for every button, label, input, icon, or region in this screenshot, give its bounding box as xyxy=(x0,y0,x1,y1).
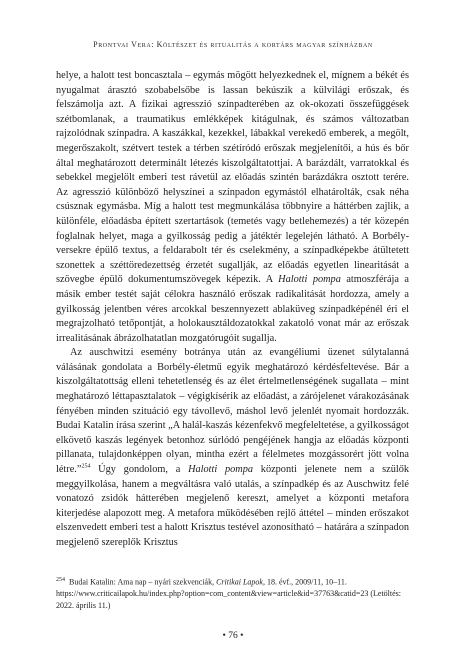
footnote-journal-title: Critikai Lapok xyxy=(216,577,263,587)
text-run: Az auschwitzi esemény botránya után az evangéliumi üzenet súlytalanná válásának gondolata a Borbély-életmű egyik meghatározó kérdésfeltevése. Bár a kiszolgáltatottság elleni tehetetlenség és az élet értelmetlenségének sugallata – mint meghatározó léttapasztalatok – végigkísérik az előadást, a zárójelenet várakozásának fényében minden szituáció egy távollevő, máshol levő jelenlét nyomait hordozzák. Budai Katalin írása szerint „A halál-kaszás kézenfekvő megfeleltetése, a gyilkosságot elkövető kaszás legények betonhoz súrlódó pengéjének hangja az előadás központi pillanata, tulajdonképpen olyan, mintha ezért a félelmetes mozgássorért jött volna létre.” xyxy=(56,347,409,476)
footnote-text-before: Budai Katalin: Ama nap – nyári szekvenciák, xyxy=(69,577,217,587)
italic-title: Halotti pompa xyxy=(278,274,341,286)
running-head: Prontvai Vera: Költészet és ritualitás a kortárs magyar színházban xyxy=(93,40,373,49)
paragraph xyxy=(56,69,409,346)
footnote xyxy=(56,575,409,611)
footnote-text-after: , 18. évf., 2009/11, 10–11. https://www.criticailapok.hu/index.php?option=com_content&view=article&id=37763&catid=23 (Letöltés: 2022. április 11.) xyxy=(56,577,402,610)
body-text xyxy=(56,69,409,551)
footnote-number: 254 xyxy=(56,577,65,583)
page-number: • 76 • xyxy=(222,631,244,641)
italic-title: Halotti pompa xyxy=(188,464,254,476)
text-run: atmoszférája a másik ember testét saját célokra használó erőszak radikalitását hordozza, amely a gyilkosság jelentben véres arcokkal beszennyezett ablaküveg színpadképénél éri el megrajzolható tetőpontját, a holokausztáldozatokkal zakatoló vonat már az erőszak irrealitásának ábrázolhatatlan mozgatórugóit sugallja. xyxy=(56,274,409,344)
text-run: központi jelenete nem a szülők meggyilkolása, hanem a megváltásra való utalás, a színpadkép és az Auschwitz felé vonatozó zsidók hátterében megjelenő kereszt, amelyet a központi metafora kiterjedése alapozott meg. A metafora működésében rejlő áttétel – minden erőszakot elszenvedett emberi test a halott Krisztus testével azonosítható – határára a színpadon megjelenő szereplők Krisztus xyxy=(56,464,410,548)
footnote-reference: 254 xyxy=(81,463,91,470)
text-run: helye, a halott test boncasztala – egymás mögött helyezkednek el, mígnem a békét és nyugalmat árasztó szobabelsőbe is lassan bekúszik a külvilági erőszak, és felszámolja azt. A fizikai agresszió színpadterében az ok-okozati összefüggések szétbomlanak, a traumatikus emlékképek kitágulnak, és számos változatban rajzolódnak színpadra. A kaszákkal, kezekkel, lábakkal verekedő emberek, a megölt, megerőszakolt, szétvert testek a térben szétíródó erőszak megjelenítői, a hús és bőr által meghatározott determinált létezés kiszolgáltatottjai. A barázdált, varratokkal és sebekkel megjelölt emberi test rávetül az előadás szintén barázdákra osztott terére. Az agresszió különböző helyszínei a színpadon egymástól elhatárolták, csak néha csúsznak egymásba. Míg a halott test megmunkálása többnyire a háttérben zajlik, a különféle, előadásba épített szertartások (temetés vagy betlehemezés) a tér közepén foglalnak helyet, maga a gyilkosság pedig a játéktér legelején látható. A Borbély-versekre épülő textus, a feldarabolt tér és cselekmény, a színpadképekbe átültetett szonettek a széttöredezettség érzetét sugallják, az előadás egyetlen linearitását a szövegbe épülő dokumentumszövegek képezik. A xyxy=(56,70,409,286)
text-run: Úgy gondolom, a xyxy=(90,464,189,476)
paragraph xyxy=(56,346,409,550)
